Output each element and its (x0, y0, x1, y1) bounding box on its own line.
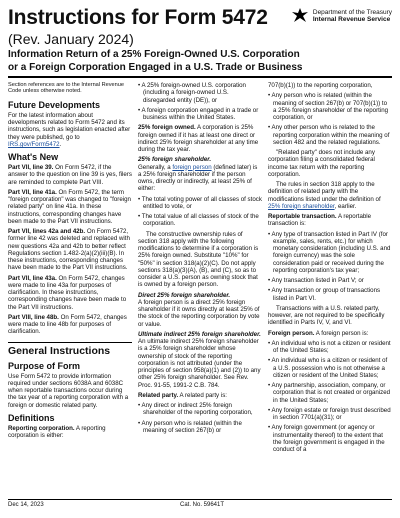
list-continuation: 707(b)(1)) to the reporting corporation, (268, 82, 373, 89)
heading-purpose-of-form: Purpose of Form (8, 360, 81, 371)
agency-irs: Internal Revenue Service (312, 16, 391, 23)
irs-form5472-link[interactable]: IRS.gov/Form5472 (8, 140, 60, 148)
foreign-person-link[interactable]: foreign person (172, 163, 212, 171)
paragraph-line-48b: Part VIII, line 48b. On Form 5472, changes were made to line 48b for purposes of clarification. (8, 313, 127, 336)
irs-logo (290, 6, 392, 26)
list-item: • An individual who is a citizen or resident of a U.S. possession who is not otherwise a citizen or resident of the United States; (268, 357, 388, 379)
paragraph-25-foreign-shareholder: 25% foreign shareholder. Generally, a foreign person (defined later) is a 25% foreign shareholder if the person owns, directly or indirectly, at least 25% of either: (138, 156, 258, 193)
section-reference-note: Section references are to the Internal Revenue Code unless otherwise noted. (8, 82, 124, 95)
column-2 (138, 82, 262, 437)
revision-date: (Rev. January 2024) (8, 31, 134, 47)
list-item: • Any transaction listed in Part V; or (268, 277, 364, 284)
paragraph-reportable-transaction: Reportable transaction. A reportable transaction is: (268, 213, 372, 228)
footer-catalog-number: Cat. No. 59641T (180, 502, 225, 508)
paragraph-related-party-exclusion: "Related party" does not include any corporation filing a consolidated federal income tax return with the reporting corporation. (268, 149, 375, 178)
paragraph-us-related-party: Transactions with a U.S. related party, however, are not required to be specifically identified in Parts IV, V, and VI. (268, 304, 385, 327)
25-foreign-shareholder-link[interactable]: 25% foreign shareholder (268, 202, 335, 210)
paragraph-direct-shareholder: Direct 25% foreign shareholder. A foreign person is a direct 25% foreign shareholder if it owns directly at least 25% of the stock of the reporting corporation by vote or value. (138, 291, 260, 328)
paragraph-line-43a: Part VII, line 43a. On Form 5472, changes were made to line 43a for purposes of clarification. In these instructions, corresponding changes have been made to the Part VII instructions. (8, 274, 127, 311)
column-1 (8, 82, 132, 442)
agency-name (313, 9, 392, 24)
list-item: • Any transaction or group of transactions listed in Part VI. (268, 287, 381, 302)
list-item: • Any person who is related (within the meaning of section 267(b) or (138, 419, 242, 434)
footer-divider (8, 499, 392, 500)
eagle-seal-icon (290, 6, 310, 26)
paragraph-section-318-rules: The rules in section 318 apply to the definition of related party with the modifications listed under the definition of 25% foreign shareholder, earlier. (268, 181, 381, 210)
list-item: • A foreign corporation engaged in a trade or business within the United States. (138, 106, 259, 121)
form-subtitle-line-1: Information Return of a 25% Foreign-Owned U.S. Corporation (8, 49, 300, 60)
paragraph-25-foreign-owned: 25% foreign owned. A corporation is 25% foreign owned if it has at least one direct or indirect 25% foreign shareholder at any time during the tax year. (138, 124, 259, 153)
footer-date: Dec 14, 2023 (8, 502, 44, 508)
document-header (8, 6, 392, 73)
column-3 (268, 82, 392, 456)
paragraph-ultimate-indirect: Ultimate indirect 25% foreign shareholder. An ultimate indirect 25% foreign shareholder is a 25% foreign shareholder whose ownership of stock of the reporting corporation is not attributed (under the principles of section 958(a)(1) and (2)) to any other 25% foreign shareholder. See Rev. Proc. 91-55, 1991-2 C.B. 784. (138, 330, 261, 389)
paragraph-foreign-person: Foreign person. A foreign person is: (268, 329, 369, 337)
list-item: • Any direct or indirect 25% foreign shareholder of the reporting corporation, (138, 402, 253, 417)
paragraph-lines-42a-42b: Part VII, lines 42a and 42b. On Form 5472, former line 42 was deleted and replaced with new questions 42a and 42b to better reflect Regulations section 1.482-2(a)(2)(iii)(B). In these instructions, corresponding changes have been made to the Part VII instructions. (8, 228, 130, 272)
paragraph-constructive-ownership: The constructive ownership rules of section 318 apply with the following modifications to determine if a corporation is 25% foreign owned. Substitute "10%" for "50%" in section 318(a)(2)(C). Do not apply sections 318(a)(3)(A), (B), and (C), so as to consider a U.S. person as owning stock that is owned by a foreign person. (138, 230, 259, 289)
paragraph-purpose: Use Form 5472 to provide information required under sections 6038A and 6038C when reportable transactions occur during the tax year of a reporting corporation with a foreign or domestic related party. (8, 372, 129, 409)
list-item: • Any type of transaction listed in Part IV (for example, sales, rents, etc.) for which monetary consideration (including U.S. and foreign currency) was the sole consideration paid or received during the reporting corporation's tax year; (268, 230, 391, 274)
list-item: • Any other person who is related to the reporting corporation within the meaning of section 482 and the related regulations. (268, 124, 390, 146)
paragraph-reporting-corporation: Reporting corporation. A reporting corporation is either: (8, 424, 106, 440)
list-item: • Any partnership, association, company, or corporation that is not created or organized in the United States; (268, 382, 391, 404)
agency-department: Department of the Treasury (312, 8, 392, 16)
heading-definitions: Definitions (8, 412, 55, 423)
list-item: • The total value of all classes of stock of the corporation. (138, 213, 259, 228)
heading-future-developments: Future Developments (8, 99, 101, 110)
paragraph-future-developments: For the latest information about developments related to Form 5472 and its instructions, such as legislation enacted after they were published, go to IRS.gov/Form5472. (8, 111, 131, 148)
form-subtitle-line-2: or a Foreign Corporation Engaged in a U.S. Trade or Business (8, 62, 303, 73)
heading-whats-new: What's New (8, 152, 59, 163)
document-title: Instructions for Form 5472 (8, 6, 268, 29)
header-divider (8, 76, 392, 78)
body-columns (8, 82, 392, 496)
list-item: • A 25% foreign-owned U.S. corporation (including a foreign-owned U.S. disregarded entity (DE)), or (138, 82, 246, 104)
paragraph-line-39: Part VII, line 39. On Form 5472, if the answer to the question on line 39 is yes, filers are reminded to complete Part VIII. (8, 164, 132, 186)
heading-general-instructions: General Instructions (8, 342, 132, 357)
list-item: • The total voting power of all classes of stock entitled to vote, or (138, 195, 262, 210)
list-item: • An individual who is not a citizen or resident of the United States; (268, 339, 391, 354)
list-item: • Any person who is related (within the meaning of section 267(b) or 707(b)(1)) to a 25% foreign shareholder of the reporting corporation, or (268, 92, 389, 121)
paragraph-line-41a: Part VII, line 41a. On Form 5472, the term "foreign corporation" was changed to "foreign related party" on line 41a. In these instructions, corresponding changes have been made to the Part VII instructions. (8, 188, 131, 225)
list-item: • Any foreign government (or agency or instrumentality thereof) to the extent that the foreign government is engaged in the conduct of a (268, 424, 385, 453)
list-item: • Any foreign estate or foreign trust described in section 7701(a)(31); or (268, 406, 391, 421)
paragraph-related-party: Related party. A related party is: (138, 391, 227, 399)
